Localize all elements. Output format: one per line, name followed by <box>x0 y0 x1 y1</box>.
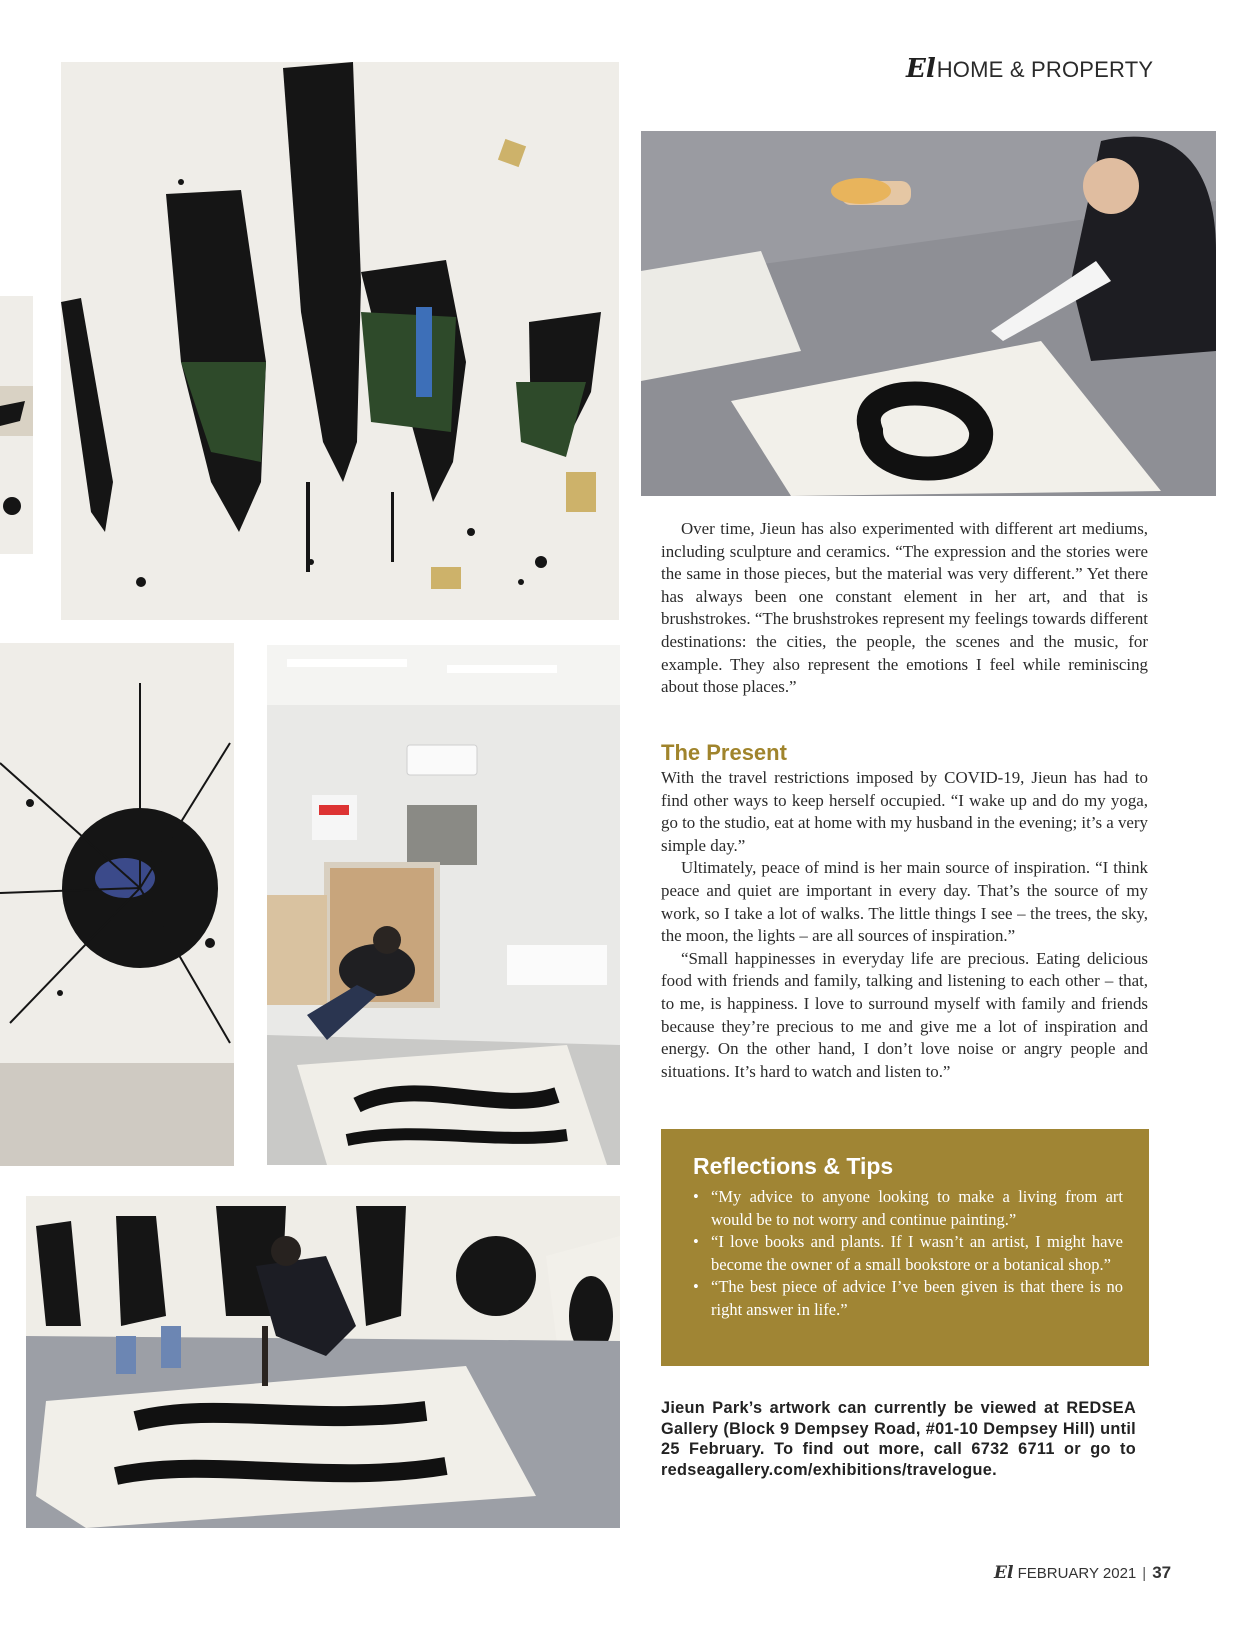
tip-text: “The best piece of advice I’ve been given is that there is no right answer in life.” <box>711 1277 1123 1319</box>
artwork-brushstroke-cityscape-photo <box>61 62 619 620</box>
page-footer <box>994 1563 1171 1583</box>
partial-artwork-edge-photo <box>0 296 33 554</box>
tips-title: Reflections & Tips <box>693 1153 894 1179</box>
tip-item <box>693 1186 1123 1231</box>
footer-logo: El <box>994 1563 1014 1583</box>
exhibition-credit: Jieun Park’s artwork can currently be viewed at REDSEA Gallery (Block 9 Dempsey Road, #01-10 Dempsey Hill) until 25 February. To find out more, call 6732 6711 or go to redseagallery.com/exhibitions/travelogue. <box>661 1399 1136 1479</box>
article-paragraph: “Small happinesses in everyday life are precious. Eating delicious food with friends and family, talking and listening to each other – that, to me, is happiness. I love to surround myself with family and friends because they’re precious to me and give me a lot of inspiration and energy. On the other hand, I don’t love noise or angry people and situations. It’s hard to watch and listen to.” <box>661 948 1148 1081</box>
magazine-logo: El <box>906 54 936 84</box>
tips-list <box>693 1186 1123 1321</box>
page-number: 37 <box>1152 1563 1172 1582</box>
artwork-starburst-photo <box>0 643 234 1166</box>
section-title: HOME & PROPERTY <box>936 57 1154 82</box>
bullet-icon: • <box>693 1232 699 1251</box>
section-header <box>906 54 1156 88</box>
tip-text: “I love books and plants. If I wasn’t an artist, I might have become the owner of a small bookstore or a botanical shop.” <box>711 1232 1123 1274</box>
article-paragraph: With the travel restrictions imposed by COVID-19, Jieun has had to find other ways to keep herself occupied. “I wake up and do my yoga, go to the studio, eat at home with my husband in the evening; it’s a very simple day.” <box>661 768 1148 855</box>
section-subheading: The Present <box>661 740 787 765</box>
artist-painting-on-floor-photo <box>641 131 1216 496</box>
footer-separator: | <box>1142 1565 1147 1582</box>
bullet-icon: • <box>693 1187 699 1206</box>
article-body-upper <box>661 518 1148 699</box>
issue-date: FEBRUARY 2021 <box>1017 1565 1137 1582</box>
artist-with-large-brush-photo <box>26 1196 620 1528</box>
article-paragraph: Ultimately, peace of mind is her main source of inspiration. “I think peace and quiet are important in every day. That’s the source of my work, so I take a lot of walks. The little things I see – the trees, the sky, the moon, the lights – are all sources of inspiration.” <box>661 858 1148 946</box>
tip-item <box>693 1231 1123 1276</box>
bullet-icon: • <box>693 1277 699 1296</box>
reflections-tips-box <box>661 1129 1149 1366</box>
tip-text: “My advice to anyone looking to make a living from art would be to not worry and continue painting.” <box>711 1187 1123 1229</box>
tip-item <box>693 1276 1123 1321</box>
article-body-lower <box>661 767 1148 1083</box>
article-paragraph: Over time, Jieun has also experimented with different art mediums, including sculpture and ceramics. “The expression and the stories were the same in those pieces, but the material was very different.” Yet there has always been one constant element in her art, and that is brushstrokes. “The brushstrokes represent my feelings towards different destinations: the cities, the people, the scenes and the music, for example. They also represent the emotions I feel while reminiscing about those places.” <box>661 519 1148 697</box>
studio-interior-photo <box>267 645 620 1165</box>
